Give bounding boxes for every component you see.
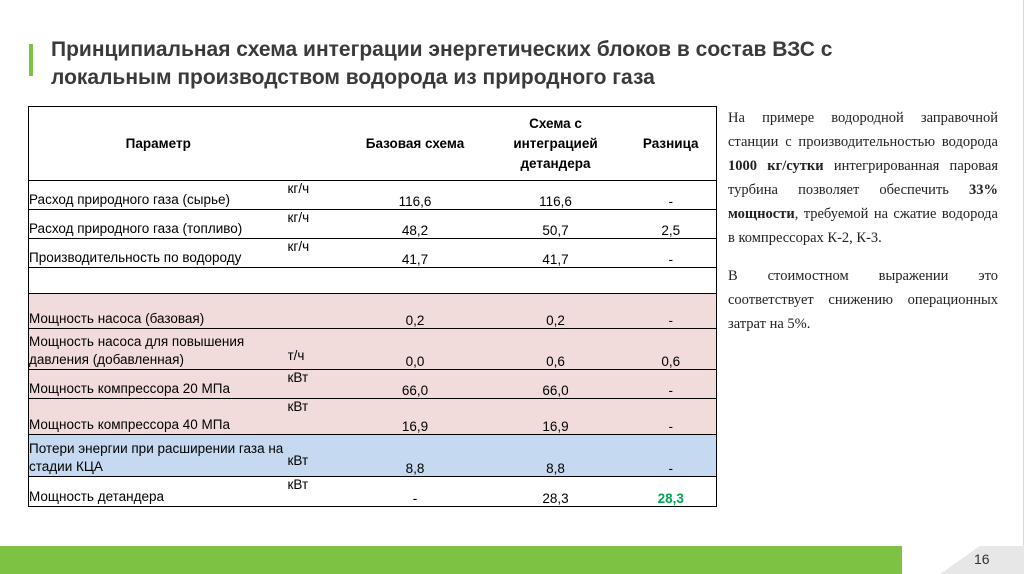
- table-row: [29, 435, 717, 477]
- row-param: Расход природного газа (сырье): [29, 192, 230, 207]
- row-param: Мощность компрессора 20 МПа: [29, 370, 288, 399]
- row-base: 48,2: [401, 223, 429, 238]
- row-param: Мощность насоса для повышения давления (добавленная): [29, 329, 288, 370]
- slide-title: [51, 36, 951, 92]
- row-unit: кВт: [288, 370, 345, 399]
- table-row: [29, 399, 717, 435]
- row-diff: -: [626, 294, 717, 329]
- table-row: [29, 294, 717, 329]
- title-accent-bar: [29, 44, 33, 76]
- row-integrated: 16,9: [486, 399, 626, 435]
- row-diff: 28,3: [657, 491, 684, 506]
- row-diff: -: [626, 370, 717, 399]
- row-param: Производительность по водороду: [29, 250, 242, 265]
- table-row: [29, 210, 717, 239]
- row-param: Мощность компрессора 40 МПа: [29, 399, 288, 435]
- row-unit: кг/ч: [287, 239, 310, 254]
- row-diff: -: [626, 399, 717, 435]
- row-param: Расход природного газа (топливо): [29, 221, 243, 236]
- side-description: [728, 106, 998, 350]
- row-diff: -: [626, 435, 717, 477]
- table-row: [29, 239, 717, 268]
- header-unit: [288, 107, 345, 181]
- comparison-table: [28, 106, 717, 507]
- row-unit: т/ч: [288, 329, 345, 370]
- row-base: 0,2: [345, 294, 486, 329]
- row-unit: кВт: [287, 477, 309, 492]
- row-unit: кг/ч: [287, 181, 310, 196]
- row-param: Мощность детандера: [29, 489, 165, 504]
- side-paragraph-2: В стоимостном выражении это соответствует снижению операционных затрат на 5%.: [728, 268, 998, 332]
- row-unit: кВт: [288, 435, 345, 477]
- side-paragraph-1: [728, 106, 998, 250]
- row-integrated: 50,7: [542, 223, 569, 238]
- side-text-b: 1000 кг/сутки: [728, 158, 824, 174]
- row-diff: -: [668, 252, 673, 267]
- row-integrated: 66,0: [486, 370, 626, 399]
- title-line-2: локальным производством водорода из природного газа: [51, 66, 655, 89]
- table-row: [29, 181, 717, 210]
- footer-accent-bar: [0, 546, 902, 574]
- row-integrated: 0,2: [486, 294, 626, 329]
- table-row: [29, 477, 717, 507]
- table-spacer-row: [29, 268, 717, 294]
- row-param: Мощность насоса (базовая): [29, 294, 288, 329]
- row-base: 16,9: [345, 399, 486, 435]
- row-base: -: [412, 491, 418, 506]
- row-base: 8,8: [345, 435, 486, 477]
- row-integrated: 8,8: [486, 435, 626, 477]
- table-row: [29, 329, 717, 370]
- row-integrated: 41,7: [542, 252, 569, 267]
- header-param: Параметр: [125, 136, 191, 151]
- table-row: [29, 370, 717, 399]
- side-text-a: На примере водородной заправочной станции с производительностью водорода: [728, 110, 998, 150]
- row-unit: кг/ч: [287, 210, 310, 225]
- row-unit: [288, 294, 345, 329]
- row-integrated: 28,3: [542, 491, 569, 506]
- header-integrated: Схема с интеграцией детандера: [513, 115, 598, 171]
- row-diff: 2,5: [661, 223, 681, 238]
- row-integrated: 116,6: [539, 194, 572, 209]
- header-base: Базовая схема: [365, 136, 465, 151]
- side-text-d: 33% мощности: [728, 182, 998, 222]
- row-integrated: 0,6: [486, 329, 626, 370]
- row-base: 41,7: [401, 252, 429, 267]
- row-base: 66,0: [345, 370, 486, 399]
- row-base: 116,6: [398, 194, 432, 209]
- page-number: 16: [974, 551, 990, 567]
- row-diff: 0,6: [626, 329, 717, 370]
- row-unit: кВт: [288, 399, 345, 435]
- row-base: 0,0: [345, 329, 486, 370]
- row-diff: -: [668, 194, 673, 209]
- table-header-row: [29, 107, 717, 181]
- side-text-c: интегрированная паровая турбина позволяет обеспечить: [728, 158, 999, 198]
- side-text-e: , требуемой на сжатие водорода в компрессорах К-2, К-3.: [728, 206, 998, 246]
- header-diff: Разница: [642, 136, 699, 151]
- row-param: Потери энергии при расширении газа на стадии КЦА: [29, 435, 288, 477]
- title-line-1: Принципиальная схема интеграции энергетических блоков в состав ВЗС с: [51, 38, 833, 61]
